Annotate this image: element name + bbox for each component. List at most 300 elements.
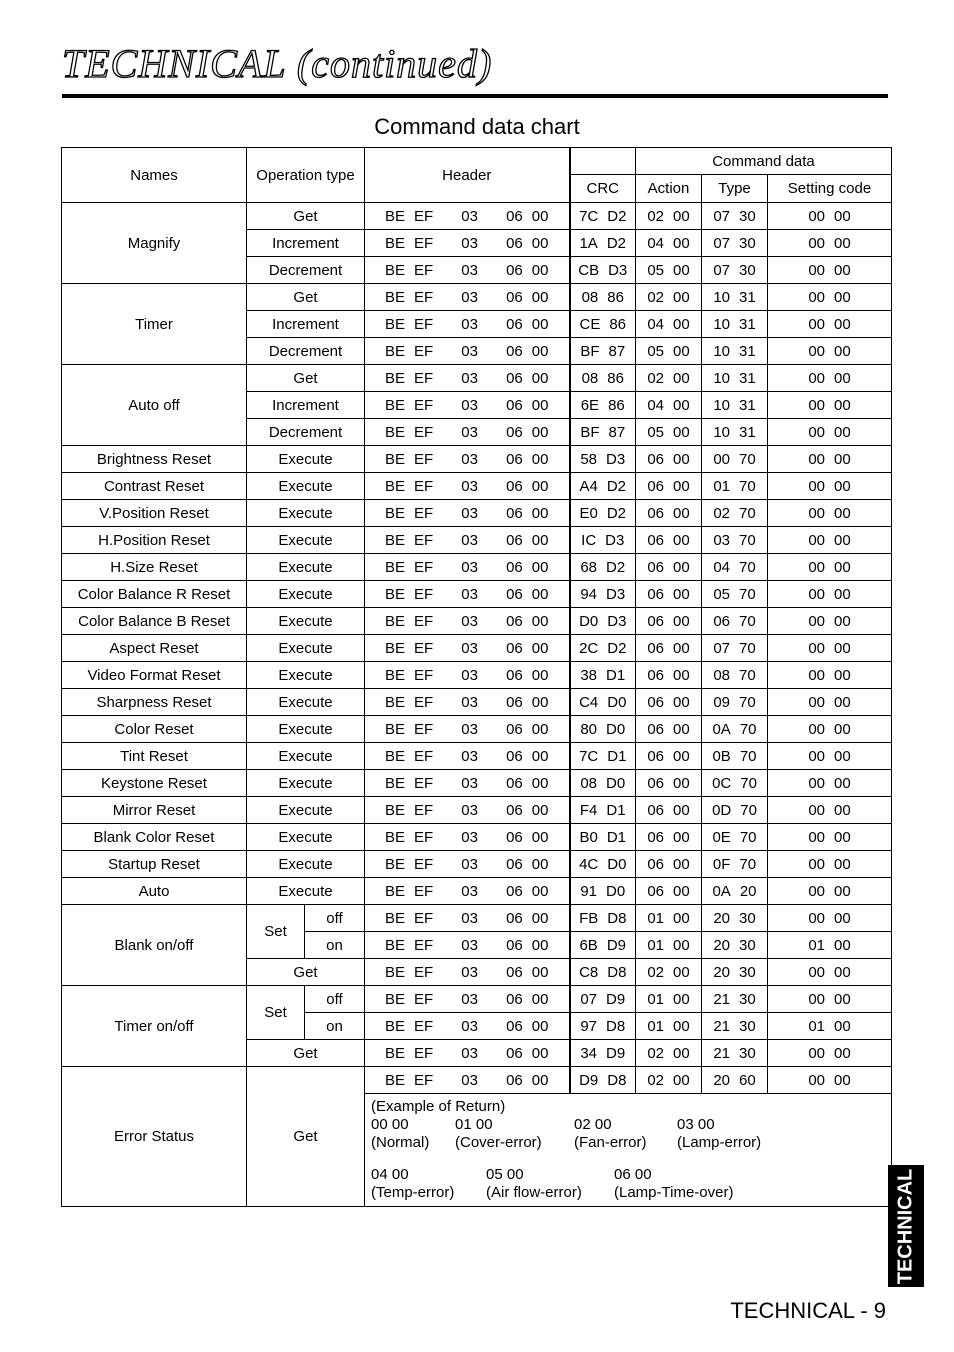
crc-byte: D3 xyxy=(606,450,626,468)
header-byte: 06 xyxy=(506,801,523,819)
row-type xyxy=(702,770,768,797)
row-type xyxy=(702,986,768,1013)
header-byte: EF xyxy=(414,396,434,414)
setting-byte: 00 xyxy=(808,369,825,387)
row-operation: Set xyxy=(247,986,305,1040)
row-crc xyxy=(570,527,636,554)
header-byte: EF xyxy=(414,882,434,900)
row-setting xyxy=(768,338,892,365)
setting-byte: 00 xyxy=(834,531,851,549)
header-byte: EF xyxy=(414,1017,434,1035)
row-name: Magnify xyxy=(62,203,247,284)
header-byte: 06 xyxy=(506,477,523,495)
setting-byte: 00 xyxy=(808,450,825,468)
setting-byte: 00 xyxy=(808,234,825,252)
row-type xyxy=(702,338,768,365)
type-byte: 20 xyxy=(713,909,730,927)
row-operation: Increment xyxy=(247,311,365,338)
setting-byte: 00 xyxy=(808,477,825,495)
row-crc xyxy=(570,230,636,257)
error-example-title: (Example of Return) xyxy=(371,1098,506,1115)
row-operation: Increment xyxy=(247,392,365,419)
header-byte: 00 xyxy=(531,747,549,765)
setting-byte: 00 xyxy=(834,801,851,819)
crc-byte: D0 xyxy=(606,882,626,900)
action-byte: 02 xyxy=(647,369,664,387)
header-byte: BE xyxy=(385,423,406,441)
row-action xyxy=(636,284,702,311)
crc-byte: D3 xyxy=(606,585,626,603)
type-byte: 05 xyxy=(713,585,730,603)
type-byte: 0E xyxy=(712,828,731,846)
action-byte: 01 xyxy=(647,1017,664,1035)
table-row xyxy=(62,203,892,230)
table-row xyxy=(62,365,892,392)
crc-byte: D2 xyxy=(607,207,627,225)
setting-code-header: Setting code xyxy=(768,175,892,203)
row-action xyxy=(636,554,702,581)
row-setting xyxy=(768,635,892,662)
action-byte: 00 xyxy=(673,207,690,225)
header-byte: 03 xyxy=(461,261,478,279)
row-crc xyxy=(570,581,636,608)
header-byte: EF xyxy=(414,747,434,765)
setting-byte: 00 xyxy=(834,1071,851,1089)
crc-byte: 86 xyxy=(607,369,624,387)
header-byte: 00 xyxy=(531,558,549,576)
error-codes-b xyxy=(371,1166,885,1184)
row-type xyxy=(702,797,768,824)
header-byte: BE xyxy=(385,585,406,603)
header-byte: 06 xyxy=(506,369,523,387)
action-byte: 00 xyxy=(673,477,690,495)
action-byte: 00 xyxy=(673,261,690,279)
row-header-bytes xyxy=(365,932,570,959)
setting-byte: 00 xyxy=(834,477,851,495)
header-byte: 03 xyxy=(461,639,478,657)
row-crc xyxy=(570,878,636,905)
row-name: Startup Reset xyxy=(62,851,247,878)
row-name: Blank Color Reset xyxy=(62,824,247,851)
row-action xyxy=(636,500,702,527)
crc-byte: D9 xyxy=(606,1044,626,1062)
row-action xyxy=(636,932,702,959)
header-byte: 00 xyxy=(531,990,549,1008)
header-byte: EF xyxy=(414,207,434,225)
setting-byte: 00 xyxy=(834,1044,851,1062)
setting-byte: 00 xyxy=(808,288,825,306)
row-header-bytes xyxy=(365,716,570,743)
header-byte: 03 xyxy=(461,828,478,846)
row-operation: Execute xyxy=(247,581,365,608)
crc-byte: 91 xyxy=(580,882,597,900)
row-name: Timer xyxy=(62,284,247,365)
header-byte: 00 xyxy=(531,477,549,495)
setting-byte: 00 xyxy=(834,234,851,252)
side-tab-label: TECHNICAL xyxy=(894,1168,917,1284)
crc-byte: E0 xyxy=(579,504,598,522)
setting-byte: 00 xyxy=(834,747,851,765)
header-byte: EF xyxy=(414,828,434,846)
type-byte: 70 xyxy=(739,585,756,603)
setting-byte: 00 xyxy=(834,774,851,792)
crc-byte: D0 xyxy=(607,693,627,711)
action-byte: 01 xyxy=(647,990,664,1008)
row-crc xyxy=(570,419,636,446)
type-byte: 31 xyxy=(739,369,756,387)
row-setting xyxy=(768,743,892,770)
crc-byte: D2 xyxy=(606,477,627,495)
row-operation: Execute xyxy=(247,851,365,878)
table-row xyxy=(62,608,892,635)
header-byte: BE xyxy=(385,693,406,711)
row-action xyxy=(636,1067,702,1094)
row-type xyxy=(702,1013,768,1040)
row-setting xyxy=(768,311,892,338)
table-row xyxy=(62,1067,892,1094)
row-type xyxy=(702,716,768,743)
header-byte: 06 xyxy=(506,855,523,873)
action-byte: 00 xyxy=(673,855,690,873)
header-byte: EF xyxy=(414,558,434,576)
command-data-table xyxy=(61,147,892,1207)
action-byte: 00 xyxy=(673,585,690,603)
action-byte: 00 xyxy=(673,504,690,522)
header-byte: 03 xyxy=(461,342,478,360)
header-byte: 03 xyxy=(461,531,478,549)
header-byte: EF xyxy=(414,423,434,441)
row-action xyxy=(636,446,702,473)
header-byte: 03 xyxy=(461,288,478,306)
row-operation: Decrement xyxy=(247,257,365,284)
row-crc xyxy=(570,473,636,500)
header-byte: 03 xyxy=(461,234,478,252)
crc-header: CRC xyxy=(570,175,636,203)
setting-byte: 00 xyxy=(808,639,825,657)
crc-byte: 68 xyxy=(580,558,597,576)
row-operation: Execute xyxy=(247,689,365,716)
row-setting xyxy=(768,284,892,311)
crc-byte: 86 xyxy=(608,396,625,414)
crc-byte: 97 xyxy=(580,1017,597,1035)
action-byte: 04 xyxy=(647,315,664,333)
row-crc xyxy=(570,365,636,392)
header-byte: 06 xyxy=(506,639,523,657)
crc-byte: D2 xyxy=(606,234,627,252)
crc-byte: D8 xyxy=(607,909,627,927)
row-operation: Get xyxy=(247,365,365,392)
header-byte: EF xyxy=(414,234,434,252)
error-example xyxy=(365,1094,891,1206)
setting-byte: 00 xyxy=(834,1017,851,1035)
type-byte: 60 xyxy=(739,1071,756,1089)
row-operation: Set xyxy=(247,905,305,959)
row-name: Color Reset xyxy=(62,716,247,743)
type-byte: 20 xyxy=(713,963,730,981)
header-byte: BE xyxy=(385,477,406,495)
type-byte: 70 xyxy=(739,612,756,630)
row-header-bytes xyxy=(365,743,570,770)
action-byte: 06 xyxy=(647,855,664,873)
header-byte: EF xyxy=(414,288,434,306)
row-header-bytes xyxy=(365,770,570,797)
header-byte: 03 xyxy=(461,666,478,684)
header-byte: BE xyxy=(385,450,406,468)
crc-byte: 34 xyxy=(580,1044,597,1062)
header-byte: EF xyxy=(414,639,434,657)
table-row xyxy=(62,716,892,743)
header-byte: 06 xyxy=(506,774,523,792)
crc-byte: CB xyxy=(578,261,600,279)
action-byte: 01 xyxy=(647,936,664,954)
header-label: Header xyxy=(442,166,492,184)
header-column-header xyxy=(365,148,570,203)
header-byte: 00 xyxy=(531,342,549,360)
row-setting xyxy=(768,203,892,230)
type-byte: 20 xyxy=(713,1071,730,1089)
row-action xyxy=(636,419,702,446)
type-byte: 70 xyxy=(739,828,757,846)
type-byte: 30 xyxy=(739,990,756,1008)
action-byte: 00 xyxy=(673,369,690,387)
setting-byte: 00 xyxy=(808,396,825,414)
header-byte: 00 xyxy=(531,1017,549,1035)
crc-byte: D9 xyxy=(606,990,626,1008)
action-byte: 06 xyxy=(647,585,664,603)
header-byte: 06 xyxy=(506,315,523,333)
action-byte: 04 xyxy=(647,234,664,252)
header-byte: 03 xyxy=(461,990,478,1008)
header-byte: EF xyxy=(414,693,434,711)
header-byte: BE xyxy=(385,747,406,765)
row-operation: Execute xyxy=(247,797,365,824)
header-byte: BE xyxy=(385,369,406,387)
row-operation: Execute xyxy=(247,473,365,500)
type-byte: 30 xyxy=(739,1017,756,1035)
header-byte: 03 xyxy=(461,855,478,873)
error-code: 05 00 xyxy=(486,1166,524,1183)
row-type xyxy=(702,284,768,311)
header-byte: 03 xyxy=(461,963,478,981)
crc-byte: D3 xyxy=(605,531,625,549)
row-operation: Get xyxy=(247,1040,365,1067)
error-labels-b xyxy=(371,1184,885,1202)
row-operation: Get xyxy=(247,203,365,230)
type-byte: 70 xyxy=(739,639,756,657)
header-byte: BE xyxy=(385,315,406,333)
row-name: H.Size Reset xyxy=(62,554,247,581)
action-byte: 06 xyxy=(647,720,664,738)
header-byte: 06 xyxy=(506,909,523,927)
row-name: Aspect Reset xyxy=(62,635,247,662)
row-name: Color Balance R Reset xyxy=(62,581,247,608)
error-label: (Cover-error) xyxy=(455,1134,542,1151)
row-header-bytes xyxy=(365,338,570,365)
setting-byte: 00 xyxy=(834,450,851,468)
row-header-bytes xyxy=(365,1040,570,1067)
table-row xyxy=(62,473,892,500)
crc-byte: D0 xyxy=(606,720,626,738)
row-action xyxy=(636,662,702,689)
header-byte: 00 xyxy=(531,855,549,873)
header-byte: 00 xyxy=(531,423,549,441)
crc-byte: D0 xyxy=(607,855,627,873)
type-byte: 70 xyxy=(739,558,756,576)
row-type xyxy=(702,824,768,851)
row-type xyxy=(702,473,768,500)
type-byte: 70 xyxy=(739,504,756,522)
header-byte: 03 xyxy=(461,909,478,927)
crc-byte: 4C xyxy=(579,855,599,873)
type-byte: 0B xyxy=(712,747,731,765)
row-setting xyxy=(768,1067,892,1094)
row-header-bytes xyxy=(365,392,570,419)
header-byte: 06 xyxy=(506,450,523,468)
row-operation: Execute xyxy=(247,500,365,527)
crc-byte: D2 xyxy=(607,639,627,657)
setting-byte: 00 xyxy=(808,747,825,765)
row-setting xyxy=(768,689,892,716)
table-row xyxy=(62,878,892,905)
setting-byte: 00 xyxy=(808,342,825,360)
row-setting xyxy=(768,392,892,419)
action-byte: 00 xyxy=(673,882,690,900)
type-byte: 07 xyxy=(713,207,730,225)
header-byte: EF xyxy=(414,369,434,387)
row-header-bytes xyxy=(365,203,570,230)
header-byte: EF xyxy=(414,855,434,873)
error-code: 02 00 xyxy=(574,1116,612,1133)
type-byte: 31 xyxy=(739,315,756,333)
crc-byte: D9 xyxy=(579,1071,599,1089)
crc-byte: BF xyxy=(580,342,600,360)
header-byte: EF xyxy=(414,450,434,468)
setting-byte: 00 xyxy=(808,585,825,603)
row-action xyxy=(636,878,702,905)
header-byte: 03 xyxy=(461,504,478,522)
setting-byte: 00 xyxy=(834,909,851,927)
type-byte: 08 xyxy=(713,666,730,684)
setting-byte: 00 xyxy=(834,855,851,873)
setting-byte: 00 xyxy=(834,612,851,630)
row-action xyxy=(636,230,702,257)
crc-byte: 38 xyxy=(580,666,597,684)
crc-byte: 08 xyxy=(580,774,597,792)
table-row xyxy=(62,986,892,1013)
row-operation: Get xyxy=(247,1067,365,1207)
setting-byte: 00 xyxy=(808,774,825,792)
row-setting xyxy=(768,770,892,797)
action-byte: 06 xyxy=(647,612,664,630)
header-byte: BE xyxy=(385,234,406,252)
header-byte: 00 xyxy=(531,207,549,225)
header-byte: 00 xyxy=(531,1044,549,1062)
row-name: Auto xyxy=(62,878,247,905)
header-byte: BE xyxy=(385,531,406,549)
header-byte: 00 xyxy=(531,666,549,684)
row-type xyxy=(702,581,768,608)
action-byte: 06 xyxy=(647,666,664,684)
row-type xyxy=(702,419,768,446)
header-byte: 03 xyxy=(461,369,478,387)
error-label: (Lamp-error) xyxy=(677,1134,762,1151)
row-action xyxy=(636,797,702,824)
action-byte: 00 xyxy=(673,693,690,711)
setting-byte: 00 xyxy=(808,828,825,846)
setting-byte: 00 xyxy=(808,1071,825,1089)
crc-byte: D8 xyxy=(607,1071,627,1089)
crc-byte: B0 xyxy=(579,828,598,846)
type-byte: 10 xyxy=(713,423,730,441)
setting-byte: 00 xyxy=(808,801,825,819)
crc-byte: 86 xyxy=(607,288,624,306)
header-byte: 03 xyxy=(461,315,478,333)
row-setting xyxy=(768,527,892,554)
type-byte: 0D xyxy=(712,801,732,819)
row-name: Brightness Reset xyxy=(62,446,247,473)
setting-byte: 00 xyxy=(834,342,851,360)
type-byte: 21 xyxy=(713,1044,730,1062)
row-crc xyxy=(570,554,636,581)
row-header-bytes xyxy=(365,986,570,1013)
page-number: TECHNICAL - 9 xyxy=(730,1298,886,1323)
row-crc xyxy=(570,257,636,284)
row-setting xyxy=(768,716,892,743)
row-header-bytes xyxy=(365,311,570,338)
row-action xyxy=(636,986,702,1013)
header-byte: EF xyxy=(414,612,434,630)
setting-byte: 00 xyxy=(808,693,825,711)
setting-byte: 00 xyxy=(834,423,851,441)
table-row xyxy=(62,635,892,662)
row-operation: Execute xyxy=(247,770,365,797)
row-operation: Increment xyxy=(247,230,365,257)
setting-byte: 00 xyxy=(808,423,825,441)
type-byte: 70 xyxy=(739,747,757,765)
row-type xyxy=(702,635,768,662)
row-crc xyxy=(570,1040,636,1067)
crc-byte: IC xyxy=(581,531,597,549)
row-action xyxy=(636,851,702,878)
row-setting xyxy=(768,446,892,473)
type-byte: 30 xyxy=(739,261,756,279)
row-type xyxy=(702,311,768,338)
row-sub-operation: off xyxy=(305,905,365,932)
table-row xyxy=(62,770,892,797)
crc-byte: 6B xyxy=(579,936,598,954)
type-byte: 00 xyxy=(713,450,730,468)
header-byte: 00 xyxy=(531,585,549,603)
action-byte: 00 xyxy=(673,936,690,954)
header-byte: 03 xyxy=(461,1044,478,1062)
error-label: (Air flow-error) xyxy=(486,1184,582,1201)
header-byte: BE xyxy=(385,288,406,306)
header-byte: 06 xyxy=(506,1044,523,1062)
type-byte: 10 xyxy=(713,396,730,414)
row-setting xyxy=(768,1013,892,1040)
header-byte: 00 xyxy=(531,396,549,414)
row-action xyxy=(636,203,702,230)
setting-byte: 00 xyxy=(834,207,851,225)
row-header-bytes xyxy=(365,662,570,689)
header-byte: BE xyxy=(385,261,406,279)
header-byte: EF xyxy=(414,801,434,819)
header-byte: 06 xyxy=(506,1017,523,1035)
type-header: Type xyxy=(702,175,768,203)
error-label: (Fan-error) xyxy=(574,1134,647,1151)
row-operation: Execute xyxy=(247,878,365,905)
crc-byte: C8 xyxy=(579,963,599,981)
